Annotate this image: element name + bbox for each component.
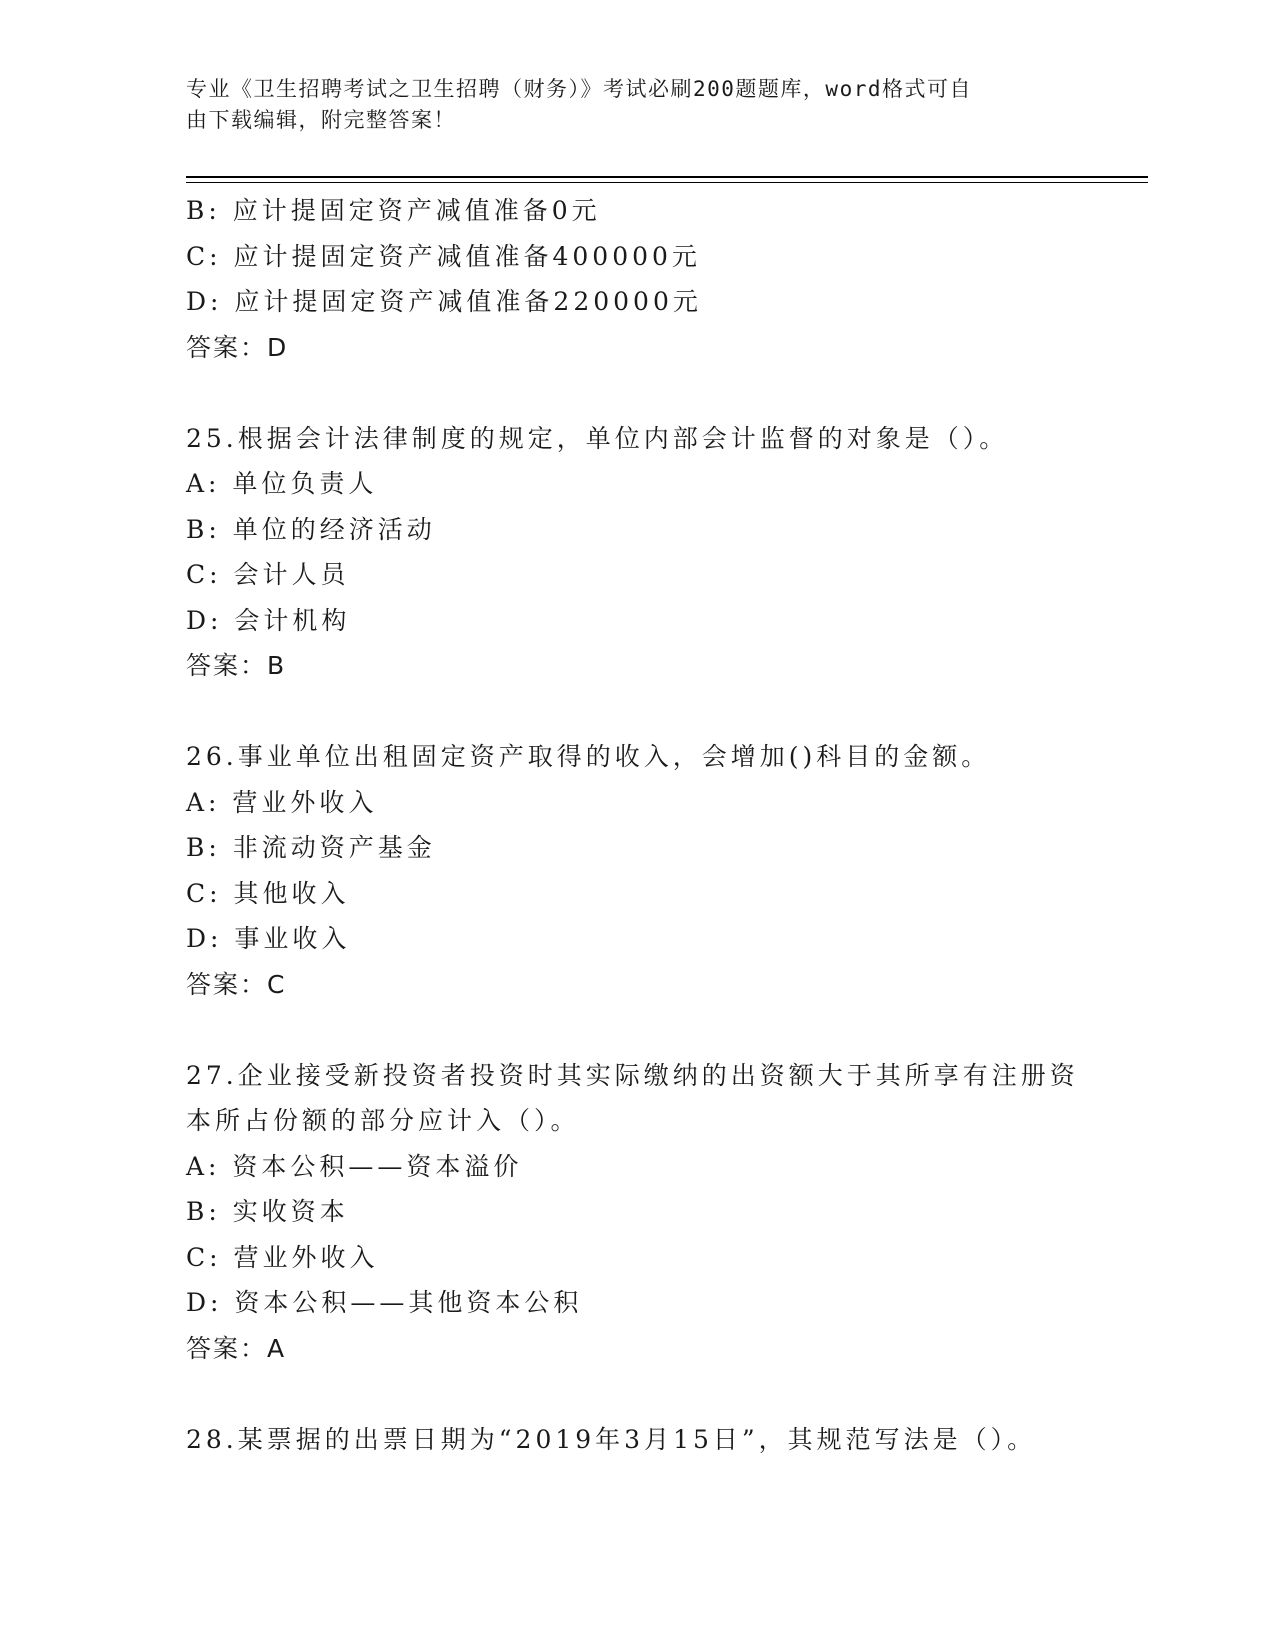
spacer (186, 370, 1066, 416)
option-b: B: 非流动资产基金 (186, 833, 436, 862)
option-d: D: 事业收入 (186, 924, 351, 953)
question-line: 28.某票据的出票日期为“2019年3月15日”，其规范写法是（）。 (186, 1424, 1037, 1454)
question-block-27 (186, 1053, 1079, 1372)
option-d: D: 资本公积——其他资本公积 (186, 1288, 583, 1317)
question-line: 本所占份额的部分应计入（）。 (186, 1106, 580, 1135)
question-block-28 (186, 1417, 1066, 1463)
question-text (186, 416, 1066, 462)
header-divider-thin (186, 182, 1148, 183)
option-a: A: 资本公积——资本溢价 (186, 1151, 523, 1181)
option-d: D: 应计提固定资产减值准备220000元 (186, 287, 702, 316)
question-line: 25.根据会计法律制度的规定，单位内部会计监督的对象是（）。 (186, 423, 1009, 453)
option-c: C: 其他收入 (186, 878, 350, 908)
option-c: C: 会计人员 (186, 560, 350, 589)
previous-question-block (186, 188, 1066, 370)
option-b: B: 应计提固定资产减值准备0元 (186, 196, 601, 225)
answer-line: 答案：D (186, 332, 289, 362)
option-b: B: 实收资本 (186, 1197, 349, 1226)
question-block-25 (186, 416, 1066, 689)
answer-line: 答案：A (186, 1333, 287, 1363)
option-d: D: 会计机构 (186, 605, 351, 635)
question-text (186, 1417, 1066, 1463)
header-divider-thick (186, 176, 1148, 178)
question-text (186, 1053, 1079, 1144)
option-a: A: 单位负责人 (186, 469, 378, 498)
spacer (186, 1007, 1066, 1053)
option-b: B: 单位的经济活动 (186, 514, 436, 544)
option-c: C: 应计提固定资产减值准备400000元 (186, 241, 701, 271)
question-line: 26.事业单位出租固定资产取得的收入，会增加()科目的金额。 (186, 742, 991, 771)
answer-line: 答案：B (186, 651, 287, 680)
header-line-2: 由下载编辑，附完整答案！ (186, 108, 456, 132)
question-text (186, 734, 1066, 780)
question-content (186, 188, 1079, 1462)
spacer (186, 689, 1066, 735)
option-c: C: 营业外收入 (186, 1242, 379, 1272)
question-line: 27.企业接受新投资者投资时其实际缴纳的出资额大于其所享有注册资 (186, 1060, 1079, 1090)
option-a: A: 营业外收入 (186, 787, 378, 817)
question-block-26 (186, 734, 1066, 1007)
answer-line: 答案：C (186, 969, 287, 999)
document-header (186, 74, 1066, 136)
header-line-1: 专业《卫生招聘考试之卫生招聘（财务）》考试必刷200题题库，word格式可自 (186, 77, 972, 101)
spacer (186, 1371, 1066, 1417)
